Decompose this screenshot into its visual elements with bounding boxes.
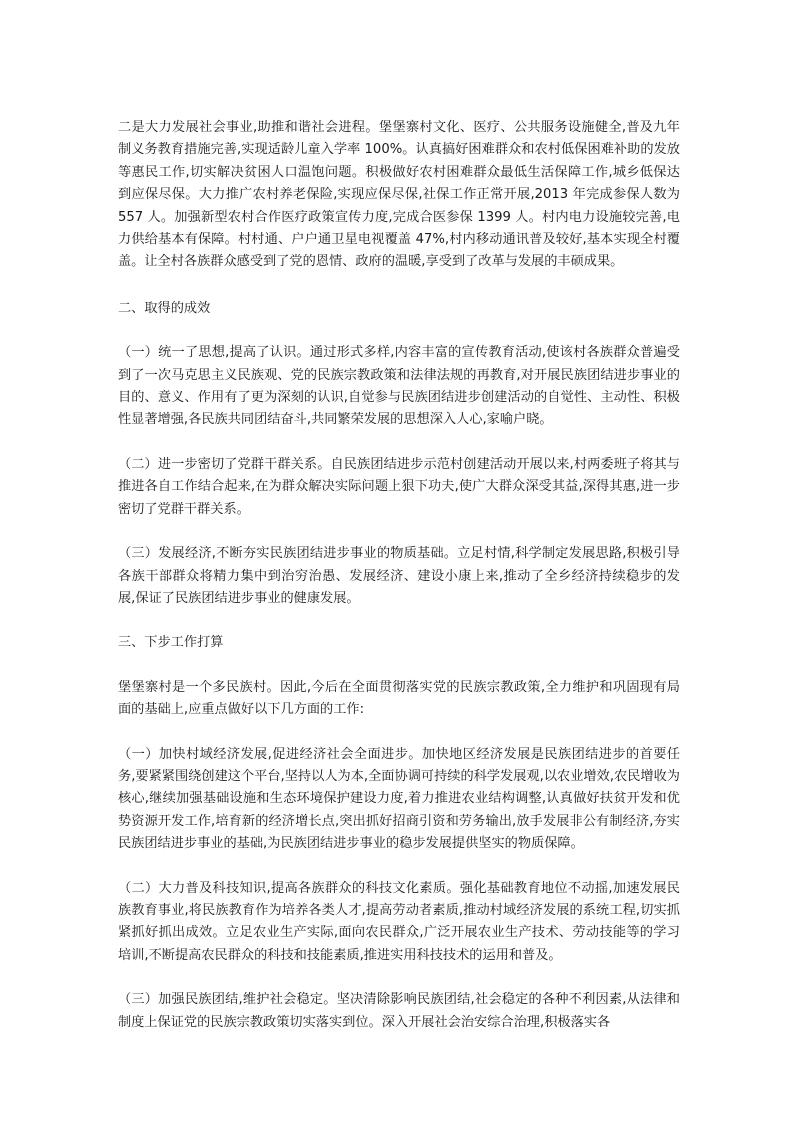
paragraph-party-relations: （二）进一步密切了党群干群关系。自民族团结进步示范村创建活动开展以来,村两委班子将其与推进各自工作结合起来,在为群众解决实际问题上狠下功夫,使广大群众深受其益,深得其惠,进一步密切了党群干群关系。	[118, 456, 680, 517]
paragraph-ethnic-unity: （三）加强民族团结,维护社会稳定。坚决清除影响民族团结,社会稳定的各种不利因素,从法律和制度上保证党的民族宗教政策切实落实到位。深入开展社会治安综合治理,积极落实各	[118, 992, 680, 1030]
section-heading-next-steps: 三、下步工作打算	[118, 635, 224, 651]
document-page	[118, 117, 680, 1034]
paragraph-multi-ethnic-village: 堡堡寨村是一个多民族村。因此,今后在全面贯彻落实党的民族宗教政策,全力维护和巩固现有局面的基础上,应重点做好以下几方面的工作:	[118, 679, 680, 718]
paragraph-social-undertakings: 二是大力发展社会事业,助推和谐社会进程。堡堡寨村文化、医疗、公共服务设施健全,普及九年制义务教育措施完善,实现适龄儿童入学率 100%。认真搞好困难群众和农村低保困难补助的发放等惠民工作,切实解决贫困人口温饱问题。积极做好农村困难群众最低生活保障工作,城乡低保达到应保尽保。大力推广农村养老保险,实现应保尽保,社保工作正常开展,2013 年完成参保人数为 557 人。加强新型农村合作医疗政策宣传力度,完成合医参保 1399 人。村内电力设施较完善,电力供给基本有保障。村村通、户户通卫星电视覆盖 47%,村内移动通讯普及较好,基本实现全村覆盖。让全村各族群众感受到了党的恩情、政府的温暖,享受到了改革与发展的丰硕成果。	[118, 120, 680, 270]
paragraph-accelerate-economy: （一）加快村域经济发展,促进经济社会全面进步。加快地区经济发展是民族团结进步的首要任务,要紧紧围绕创建这个平台,坚持以人为本,全面协调可持续的科学发展观,以农业增效,农民增收为核心,继续加强基础设施和生态环境保护建设力度,着力推进农业结构调整,认真做好扶贫开发和优势资源开发工作,培育新的经济增长点,突出抓好招商引资和劳务输出,放手发展非公有制经济,夯实民族团结进步事业的基础,为民族团结进步事业的稳步发展提供坚实的物质保障。	[118, 746, 680, 852]
section-heading-achievements: 二、取得的成效	[118, 300, 211, 316]
paragraph-economic-development: （三）发展经济,不断夯实民族团结进步事业的物质基础。立足村情,科学制定发展思路,积极引导各族干部群众将精力集中到治穷治愚、发展经济、建设小康上来,推动了全乡经济持续稳步的发展,保证了民族团结进步事业的健康发展。	[118, 546, 680, 606]
paragraph-unified-thinking: （一）统一了思想,提高了认识。通过形式多样,内容丰富的宣传教育活动,使该村各族群众普遍受到了一次马克思主义民族观、党的民族宗教政策和法律法规的再教育,对开展民族团结进步事业的目的、意义、作用有了更为深刻的认识,自觉参与民族团结进步创建活动的自觉性、主动性、积极性显著增强,各民族共同团结奋斗,共同繁荣发展的思想深入人心,家喻户晓。	[118, 345, 680, 428]
paragraph-science-education: （二）大力普及科技知识,提高各族群众的科技文化素质。强化基础教育地位不动摇,加速发展民族教育事业,将民族教育作为培养各类人才,提高劳动者素质,推动村域经济发展的系统工程,切实抓紧抓好抓出成效。立足农业生产实际,面向农民群众,广泛开展农业生产技术、劳动技能等的学习培训,不断提高农民群众的科技和技能素质,推进实用科技技术的运用和普及。	[118, 880, 680, 963]
